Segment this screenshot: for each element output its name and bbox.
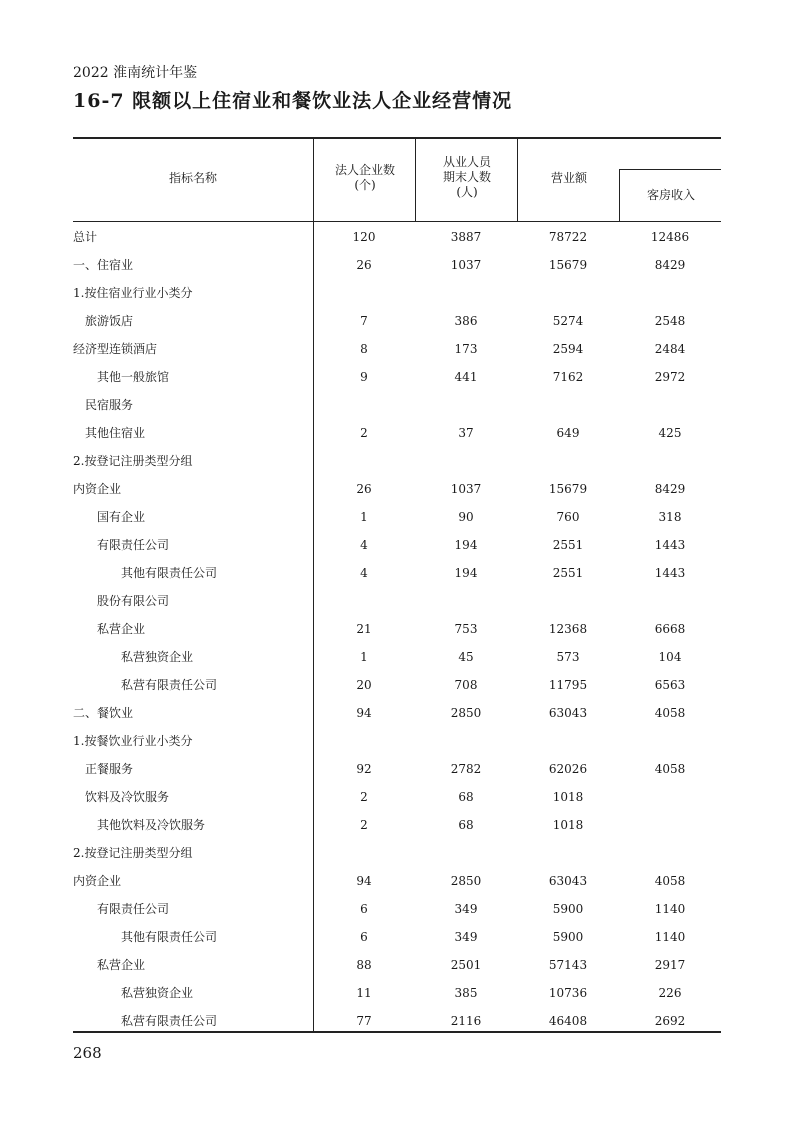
column-header-employees-unit: (人) [456,185,478,199]
cell-employees: 3887 [450,230,482,244]
table-row [73,531,721,559]
table-row [73,559,721,587]
cell-enterprises: 77 [356,1014,372,1028]
row-label: 私营独资企业 [121,650,194,664]
cell-revenue: 2594 [552,342,584,356]
cell-enterprises: 9 [360,370,368,384]
cell-employees: 708 [454,678,478,692]
cell-revenue: 7162 [552,370,584,384]
cell-room-revenue: 4058 [654,874,686,888]
cell-room-revenue: 4058 [654,762,686,776]
column-divider [517,137,518,221]
cell-revenue: 11795 [548,678,588,692]
cell-employees: 349 [454,902,478,916]
cell-revenue: 5900 [552,930,584,944]
table-row [73,335,721,363]
row-label: 内资企业 [73,482,122,496]
cell-revenue: 1018 [552,818,584,832]
cell-employees: 2850 [450,874,482,888]
cell-enterprises: 92 [356,762,372,776]
table-row [73,867,721,895]
column-header-enterprises [315,163,415,193]
cell-revenue: 62026 [548,762,588,776]
cell-room-revenue: 104 [658,650,682,664]
row-label: 正餐服务 [85,762,134,776]
cell-room-revenue: 12486 [650,230,690,244]
cell-room-revenue: 6563 [654,678,686,692]
cell-room-revenue: 6668 [654,622,686,636]
page-number: 268 [73,1044,102,1062]
cell-employees: 173 [454,342,478,356]
cell-employees: 441 [454,370,478,384]
table-row [73,1007,721,1035]
column-header-employees-line1: 从业人员 [442,155,491,169]
table-title: 16-7 限额以上住宿业和餐饮业法人企业经营情况 [73,90,513,112]
row-label: 内资企业 [73,874,122,888]
cell-enterprises: 2 [360,818,368,832]
cell-employees: 45 [458,650,474,664]
cell-room-revenue: 425 [658,426,682,440]
cell-employees: 1037 [450,482,482,496]
cell-employees: 2116 [450,1014,482,1028]
cell-room-revenue: 4058 [654,706,686,720]
row-label: 饮料及冷饮服务 [85,790,170,804]
cell-room-revenue: 226 [658,986,682,1000]
row-label: 民宿服务 [85,398,134,412]
table-row [73,615,721,643]
cell-employees: 194 [454,538,478,552]
cell-revenue: 760 [556,510,580,524]
cell-enterprises: 1 [360,510,368,524]
cell-employees: 90 [458,510,474,524]
column-header-room-revenue: 客房收入 [646,188,695,202]
row-label: 私营有限责任公司 [121,678,218,692]
cell-enterprises: 21 [356,622,372,636]
cell-enterprises: 8 [360,342,368,356]
table-row [73,419,721,447]
cell-enterprises: 4 [360,538,368,552]
table-row [73,587,721,615]
table-row [73,671,721,699]
row-label: 1.按住宿业行业小类分 [73,286,193,300]
row-label: 有限责任公司 [97,538,170,552]
row-label: 其他一般旅馆 [97,370,170,384]
row-label: 股份有限公司 [97,594,170,608]
cell-revenue: 63043 [548,706,588,720]
table-top-rule [73,137,721,139]
cell-employees: 2850 [450,706,482,720]
cell-enterprises: 26 [356,482,372,496]
cell-enterprises: 2 [360,426,368,440]
cell-room-revenue: 318 [658,510,682,524]
table-row [73,979,721,1007]
cell-enterprises: 94 [356,706,372,720]
cell-enterprises: 20 [356,678,372,692]
cell-revenue: 5274 [552,314,584,328]
cell-revenue: 15679 [548,258,588,272]
table-row [73,475,721,503]
table-row [73,279,721,307]
column-header-enterprises-line1: 法人企业数 [334,163,395,177]
cell-room-revenue: 2548 [654,314,686,328]
row-label: 私营企业 [97,622,146,636]
row-label: 其他有限责任公司 [121,930,218,944]
cell-revenue: 649 [556,426,580,440]
column-divider [415,137,416,221]
table-row [73,811,721,839]
cell-room-revenue: 1443 [654,566,686,580]
table-row [73,727,721,755]
cell-room-revenue: 1140 [654,902,686,916]
row-label: 私营企业 [97,958,146,972]
cell-enterprises: 6 [360,930,368,944]
cell-revenue: 1018 [552,790,584,804]
cell-employees: 386 [454,314,478,328]
row-label: 二、餐饮业 [73,706,134,720]
row-label: 国有企业 [97,510,146,524]
table-row [73,839,721,867]
table-row [73,699,721,727]
cell-employees: 385 [454,986,478,1000]
row-label: 一、住宿业 [73,258,134,272]
cell-room-revenue: 8429 [654,482,686,496]
cell-employees: 68 [458,818,474,832]
table-row [73,643,721,671]
row-label: 2.按登记注册类型分组 [73,846,193,860]
cell-employees: 753 [454,622,478,636]
column-divider [619,169,620,221]
row-label: 有限责任公司 [97,902,170,916]
cell-employees: 2782 [450,762,482,776]
cell-revenue: 2551 [552,538,584,552]
cell-room-revenue: 2692 [654,1014,686,1028]
cell-room-revenue: 2484 [654,342,686,356]
cell-enterprises: 1 [360,650,368,664]
column-header-revenue: 营业额 [550,171,587,185]
cell-room-revenue: 2917 [654,958,686,972]
cell-enterprises: 88 [356,958,372,972]
cell-enterprises: 26 [356,258,372,272]
column-header-employees-line2: 期末人数 [442,170,491,184]
row-label: 旅游饭店 [85,314,134,328]
cell-room-revenue: 2972 [654,370,686,384]
cell-employees: 68 [458,790,474,804]
cell-room-revenue: 8429 [654,258,686,272]
row-label: 其他有限责任公司 [121,566,218,580]
cell-revenue: 2551 [552,566,584,580]
table-row [73,447,721,475]
cell-enterprises: 4 [360,566,368,580]
row-label: 1.按餐饮业行业小类分 [73,734,193,748]
row-label: 2.按登记注册类型分组 [73,454,193,468]
table-row [73,895,721,923]
table-row [73,951,721,979]
cell-enterprises: 2 [360,790,368,804]
row-label: 经济型连锁酒店 [73,342,158,356]
sub-header-rule [619,169,721,170]
header-bottom-rule [73,221,721,222]
table-row [73,251,721,279]
table-row [73,923,721,951]
row-label: 私营有限责任公司 [121,1014,218,1028]
row-label: 其他住宿业 [85,426,146,440]
table-row [73,503,721,531]
row-label: 私营独资企业 [121,986,194,1000]
table-row [73,783,721,811]
cell-revenue: 5900 [552,902,584,916]
table-row [73,363,721,391]
column-header-name: 指标名称 [168,171,217,185]
cell-revenue: 10736 [548,986,588,1000]
cell-revenue: 63043 [548,874,588,888]
cell-revenue: 12368 [548,622,588,636]
cell-employees: 1037 [450,258,482,272]
table-row [73,223,721,251]
cell-room-revenue: 1140 [654,930,686,944]
column-header-employees [417,155,517,200]
cell-revenue: 15679 [548,482,588,496]
cell-enterprises: 7 [360,314,368,328]
cell-employees: 194 [454,566,478,580]
table-row [73,755,721,783]
cell-revenue: 573 [556,650,580,664]
cell-room-revenue: 1443 [654,538,686,552]
cell-revenue: 46408 [548,1014,588,1028]
cell-enterprises: 11 [356,986,372,1000]
table-row [73,307,721,335]
row-label: 总计 [73,230,98,244]
cell-employees: 2501 [450,958,482,972]
cell-revenue: 57143 [548,958,588,972]
table-row [73,391,721,419]
yearbook-header: 2022 淮南统计年鉴 [73,65,198,81]
cell-enterprises: 6 [360,902,368,916]
cell-enterprises: 94 [356,874,372,888]
cell-revenue: 78722 [548,230,588,244]
column-header-enterprises-unit: (个) [354,178,376,192]
cell-employees: 37 [458,426,474,440]
row-label: 其他饮料及冷饮服务 [97,818,206,832]
cell-employees: 349 [454,930,478,944]
cell-enterprises: 120 [352,230,376,244]
